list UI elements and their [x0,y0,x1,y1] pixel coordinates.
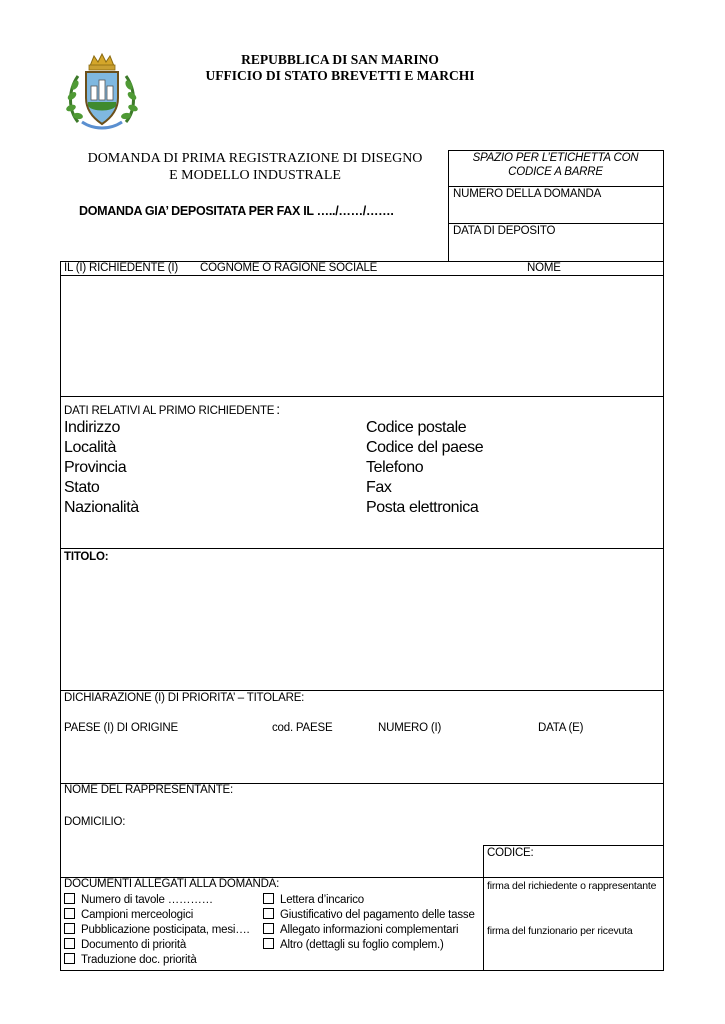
signature-box-right-border [663,845,664,970]
surname-label: COGNOME O RAGIONE SOCIALE [200,262,378,274]
checkbox-item-campioni[interactable] [64,908,250,923]
section-divider-priorita [60,690,663,691]
office-box-right-border [663,150,664,261]
country-of-origin-label: PAESE (I) DI ORIGINE [64,722,178,734]
coat-of-arms-emblem [64,52,140,132]
checkbox-label: Campioni merceologici [81,909,194,921]
checkbox-icon[interactable] [64,953,75,964]
field-posta-elettronica: Posta elettronica [366,499,479,516]
field-stato: Stato [64,479,100,496]
applicant-label: IL (I) RICHIEDENTE (I) [64,262,179,274]
checkbox-label: Allegato informazioni complementari [280,924,459,936]
field-nazionalita: Nazionalità [64,499,139,516]
checkbox-icon[interactable] [64,923,75,934]
header-line-1: REPUBBLICA DI SAN MARINO [241,52,439,67]
form-title-line-1: DOMANDA DI PRIMA REGISTRAZIONE DI DISEGNO [87,151,423,166]
attached-documents-right-list [263,893,475,953]
checkbox-icon[interactable] [263,908,274,919]
priority-date-label: DATA (E) [538,722,584,734]
main-bottom-border [60,970,664,971]
office-box-divider-1 [448,186,663,187]
checkbox-label: Altro (dettagli su foglio complem.) [280,939,444,951]
code-box-left-border [483,845,484,970]
code-label: CODICE: [487,847,534,859]
form-title-line-2: E MODELLO INDUSTRALE [169,168,341,183]
checkbox-icon[interactable] [263,893,274,904]
checkbox-item-pagamento-tasse[interactable] [263,908,475,923]
field-indirizzo: Indirizzo [64,419,120,436]
title-label: TITOLO: [64,551,109,563]
priority-number-label: NUMERO (I) [378,722,442,734]
checkbox-item-informazioni-complementari[interactable] [263,923,475,938]
country-code-label: cod. PAESE [272,722,333,734]
checkbox-item-numero-tavole[interactable] [64,893,250,908]
checkbox-icon[interactable] [263,938,274,949]
checkbox-icon[interactable] [64,908,75,919]
application-number-label: NUMERO DELLA DOMANDA [453,188,602,200]
checkbox-item-lettera-incarico[interactable] [263,893,475,908]
checkbox-icon[interactable] [64,938,75,949]
header-line-2: UFFICIO DI STATO BREVETTI E MARCHI [205,68,475,83]
checkbox-item-altro[interactable] [263,938,475,953]
checkbox-label: Lettera d’incarico [280,894,364,906]
filing-date-label: DATA DI DEPOSITO [453,225,556,237]
fax-deposit-line: DOMANDA GIA’ DEPOSITATA PER FAX IL …../……/……. [79,204,394,218]
barcode-label-line-1: SPAZIO PER L’ETICHETTA CON [472,152,639,164]
attached-documents-heading: DOCUMENTI ALLEGATI ALLA DOMANDA: [64,878,280,890]
checkbox-label: Numero di tavole ………… [81,894,213,906]
checkbox-item-pubblicazione[interactable] [64,923,250,938]
checkbox-label: Giustificativo del pagamento delle tasse [280,909,475,921]
field-localita: Località [64,439,116,456]
checkbox-label: Documento di priorità [81,939,187,951]
representative-name-label: NOME DEL RAPPRESENTANTE: [64,784,234,796]
applicant-signature-label: firma del richiedente o rappresentante [487,880,657,892]
field-fax: Fax [366,479,392,496]
first-applicant-heading-text: DATI RELATIVI AL PRIMO RICHIEDENTE [64,405,275,417]
checkbox-icon[interactable] [64,893,75,904]
checkbox-icon[interactable] [263,923,274,934]
barcode-label-space [448,151,663,179]
title-entry-area[interactable] [61,568,663,688]
field-codice-postale: Codice postale [366,419,467,436]
officer-signature-label: firma del funzionario per ricevuta [487,925,633,937]
checkbox-item-traduzione[interactable] [64,953,250,968]
checkbox-label: Pubblicazione posticipata, mesi…. [81,924,250,936]
section-divider-primo [60,396,663,397]
attached-documents-left-list [64,893,250,968]
checkbox-label: Traduzione doc. priorità [81,954,197,966]
domicile-label: DOMICILIO: [64,816,126,828]
applicant-entry-area[interactable] [61,276,663,396]
section-divider-titolo [60,548,663,549]
first-applicant-heading-colon: : [276,401,280,417]
field-provincia: Provincia [64,459,127,476]
priority-heading: DICHIARAZIONE (I) DI PRIORITA’ – TITOLARE: [64,692,305,704]
main-right-border [663,261,664,846]
code-box-top-border [483,845,663,846]
first-applicant-right-fields [366,418,483,518]
office-box-divider-2 [448,223,663,224]
field-codice-paese: Codice del paese [366,439,484,456]
name-label: NOME [527,262,561,274]
checkbox-item-documento-priorita[interactable] [64,938,250,953]
first-applicant-heading [64,401,280,417]
first-applicant-left-fields [64,418,139,518]
barcode-label-line-2: CODICE A BARRE [508,166,603,178]
field-telefono: Telefono [366,459,424,476]
